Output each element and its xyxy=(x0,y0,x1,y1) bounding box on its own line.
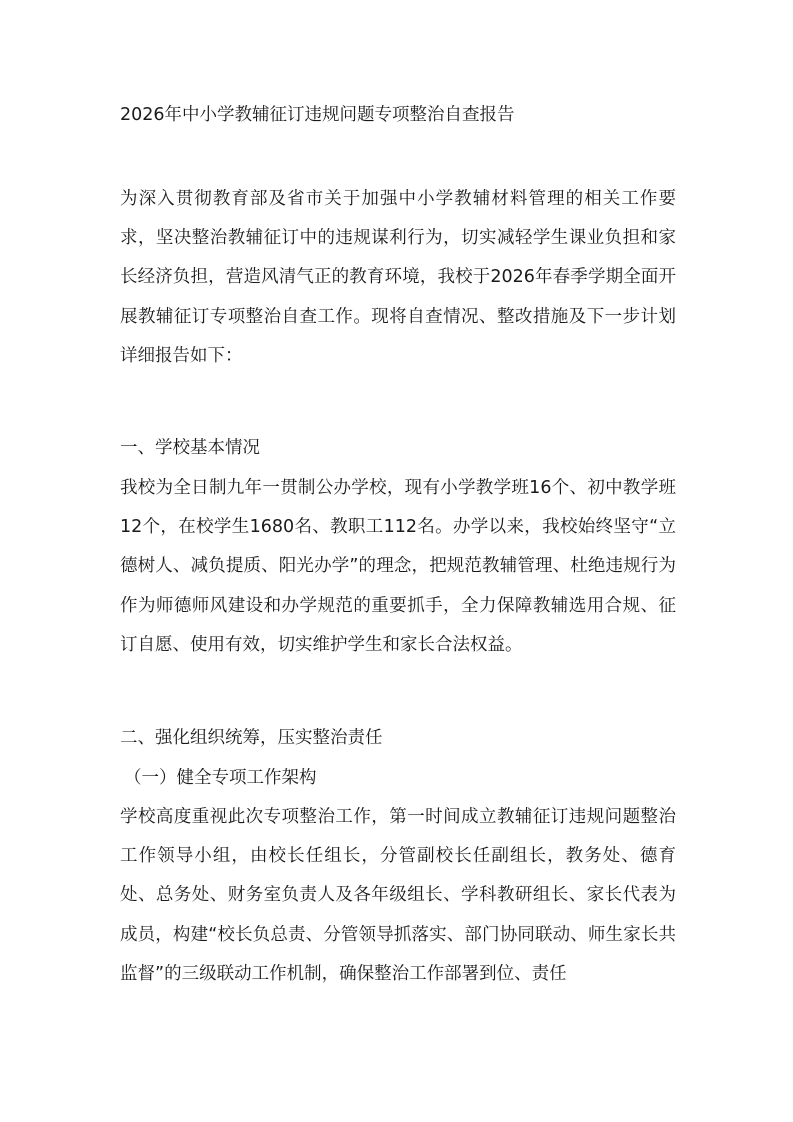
section-heading-basic-info: 一、学校基本情况 xyxy=(120,438,260,458)
intro-paragraph: 为深入贯彻教育部及省市关于加强中小学教辅材料管理的相关工作要求，坚决整治教辅征订中的违规谋利行为，切实减轻学生课业负担和家长经济负担，营造风清气正的教育环境，我校于2026年春季学期全面开展教辅征订专项整治自查工作。现将自查情况、整改措施及下一步计划详细报告如下： xyxy=(120,189,676,366)
section-basic-info-paragraph: 我校为全日制九年一贯制公办学校，现有小学教学班16个、初中教学班12个，在校学生1680名、教职工112名。办学以来，我校始终坚守“立德树人、减负提质、阳光办学”的理念，把规范教辅管理、杜绝违规行为作为师德师风建设和办学规范的重要抓手，全力保障教辅选用合规、征订自愿、使用有效，切实维护学生和家长合法权益。 xyxy=(120,478,676,655)
section-heading-organization: 二、强化组织统筹，压实整治责任 xyxy=(120,728,383,748)
document-title: 2026年中小学教辅征订违规问题专项整治自查报告 xyxy=(120,105,515,125)
subsection-heading-work-structure: （一）健全专项工作架构 xyxy=(124,768,317,788)
subsection-work-structure-paragraph: 学校高度重视此次专项整治工作，第一时间成立教辅征订违规问题整治工作领导小组，由校长任组长，分管副校长任副组长，教务处、德育处、总务处、财务室负责人及各年级组长、学科教研组长、家长代表为成员，构建“校长负总责、分管领导抓落实、部门协同联动、师生家长共监督”的三级联动工作机制，确保整治工作部署到位、责任 xyxy=(120,807,676,984)
